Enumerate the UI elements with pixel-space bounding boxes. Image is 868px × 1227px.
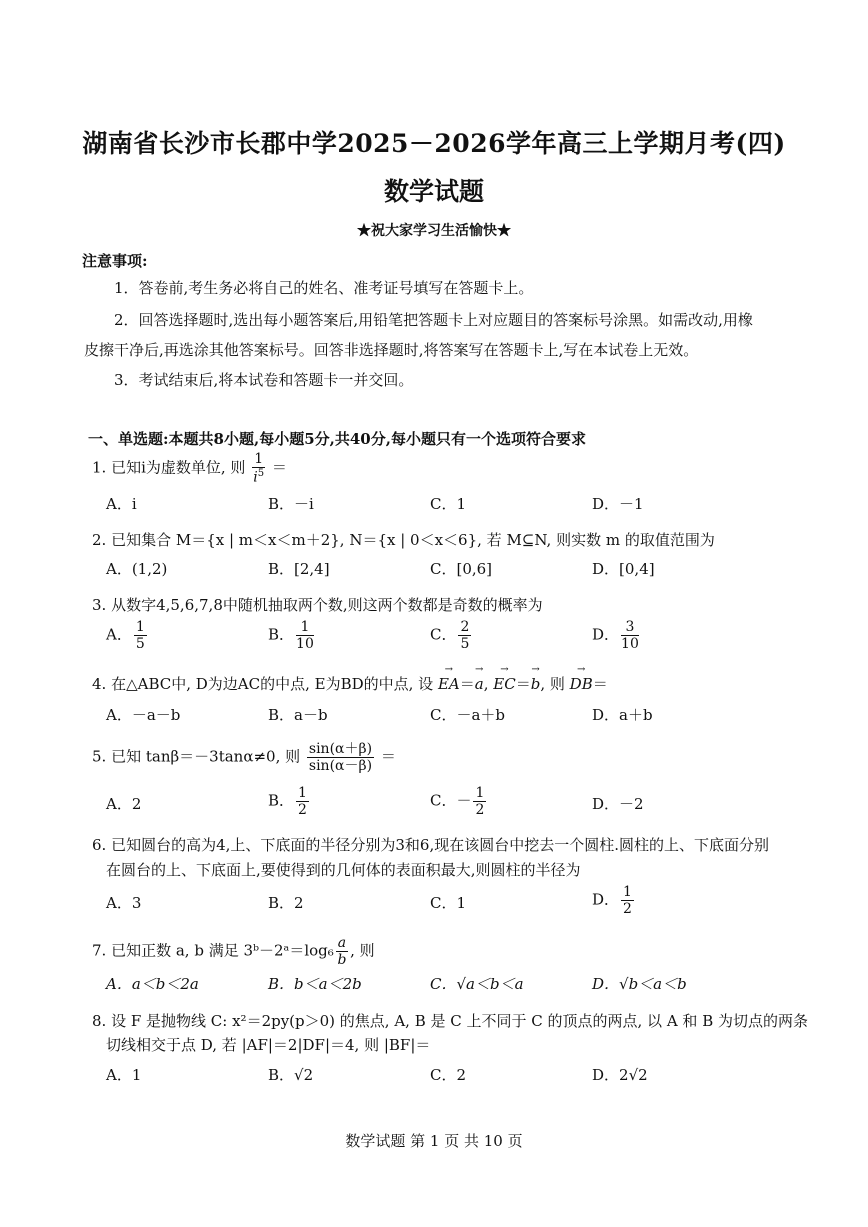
q1-fraction: $\frac{1}{i^5}$: [253, 451, 265, 486]
question-3: 3. 从数字4,5,6,7,8中随机抽取两个数,则这两个数都是奇数的概率为: [92, 596, 543, 614]
q1-option-c: C．1: [430, 495, 467, 513]
notice-item-2b: 皮擦干净后,再选涂其他答案标号。回答非选择题时,将答案写在答题卡上,写在本试卷上无效。: [84, 341, 699, 359]
question-8-line-1: 8. 设 F 是抛物线 C: x²＝2py(p＞0) 的焦点, A, B 是 C 上不同于 C 的顶点的两点, 以 A 和 B 为切点的两条: [92, 1012, 808, 1030]
question-8-line-2: 切线相交于点 D, 若 |AF|＝2|DF|＝4, 则 |BF|＝: [106, 1036, 431, 1054]
subject-title: 数学试题: [383, 177, 484, 206]
question-1: 1. 已知i为虚数单位, 则 $\frac{1}{i^5}$ ＝: [92, 451, 287, 486]
q4-option-a: A．－a－b: [106, 706, 181, 724]
question-5: 5. 已知 tanβ＝－3tanα≠0, 则 $\frac{\sin(\alpha+\beta)}{\sin(\alpha-\beta)}$ ＝: [92, 741, 396, 774]
notice-heading: 注意事项:: [82, 252, 148, 270]
q8-option-c: C．2: [430, 1066, 467, 1084]
q4-option-d: D．a＋b: [592, 706, 653, 724]
question-6-line-1: 6. 已知圆台的高为4,上、下底面的半径分别为3和6,现在该圆台中挖去一个圆柱.圆柱的上、下底面分别: [92, 836, 770, 854]
q8-option-d: D．2√2: [592, 1066, 648, 1084]
q2-option-d: D．[0,4]: [592, 560, 655, 578]
motto: ★祝大家学习生活愉快★: [357, 223, 511, 239]
q2-option-c: C．[0,6]: [430, 560, 493, 578]
q5-option-d: D．－2: [592, 795, 644, 813]
q4-option-c: C．－a＋b: [430, 706, 506, 724]
q1-option-b: B．－i: [268, 495, 314, 513]
q6-option-b: B．2: [268, 894, 304, 912]
question-7: 7. 已知正数 a, b 满足 3ᵇ－2ᵃ＝log₆ $\frac{a}{b}$ , 则: [92, 935, 375, 968]
exam-title: 湖南省长沙市长郡中学2025－2026学年高三上学期月考(四): [82, 129, 786, 158]
q1-stem: 1. 已知i为虚数单位, 则: [92, 458, 246, 477]
q3-option-b: B． $\frac{1}{10}$: [268, 619, 314, 652]
q5-option-b: B． $\frac{1}{2}$: [268, 785, 307, 818]
section-heading: 一、单选题:本题共8小题,每小题5分,共40分,每小题只有一个选项符合要求: [88, 430, 586, 448]
q6-option-a: A．3: [106, 894, 142, 912]
q6-option-c: C．1: [430, 894, 467, 912]
q8-option-a: A．1: [106, 1066, 142, 1084]
q1-option-d: D．－1: [592, 495, 644, 513]
q1-option-a: A．i: [106, 495, 137, 513]
q3-option-a: A． $\frac{1}{5}$: [106, 619, 145, 652]
q7-option-c: C．√a＜b＜a: [430, 975, 524, 993]
page-footer: 数学试题 第 1 页 共 10 页: [345, 1132, 523, 1150]
q8-option-b: B．√2: [268, 1066, 314, 1084]
q5-option-a: A．2: [106, 795, 142, 813]
notice-item-3: 3．考试结束后,将本试卷和答题卡一并交回。: [114, 371, 414, 389]
notice-item-2a: 2．回答选择题时,选出每小题答案后,用铅笔把答题卡上对应题目的答案标号涂黑。如需改动,用橡: [114, 311, 753, 329]
notice-item-1: 1．答卷前,考生务必将自己的姓名、准考证号填写在答题卡上。: [114, 279, 534, 297]
q2-option-a: A．(1,2): [106, 560, 168, 578]
question-6-line-2: 在圆台的上、下底面上,要使得到的几何体的表面积最大,则圆柱的半径为: [106, 861, 581, 879]
q4-option-b: B．a－b: [268, 706, 328, 724]
q7-option-d: D．√b＜a＜b: [592, 975, 687, 993]
q6-option-d: D． $\frac{1}{2}$: [592, 884, 632, 917]
q2-option-b: B．[2,4]: [268, 560, 330, 578]
q3-option-c: C． $\frac{2}{5}$: [430, 619, 470, 652]
q7-option-b: B．b＜a＜2b: [268, 975, 362, 993]
question-2: 2. 已知集合 M＝{x | m＜x＜m＋2}, N＝{x | 0＜x＜6}, 若 M⊆N, 则实数 m 的取值范围为: [92, 531, 715, 549]
question-4: 4. 在△ABC中, D为边AC的中点, E为BD的中点, 设 → EA＝→ a, → EC＝→ b, 则 → DB＝: [92, 673, 608, 694]
q3-option-d: D． $\frac{3}{10}$: [592, 619, 639, 652]
q5-option-c: C．－ $\frac{1}{2}$: [430, 785, 485, 818]
q7-option-a: A．a＜b＜2a: [106, 975, 199, 993]
